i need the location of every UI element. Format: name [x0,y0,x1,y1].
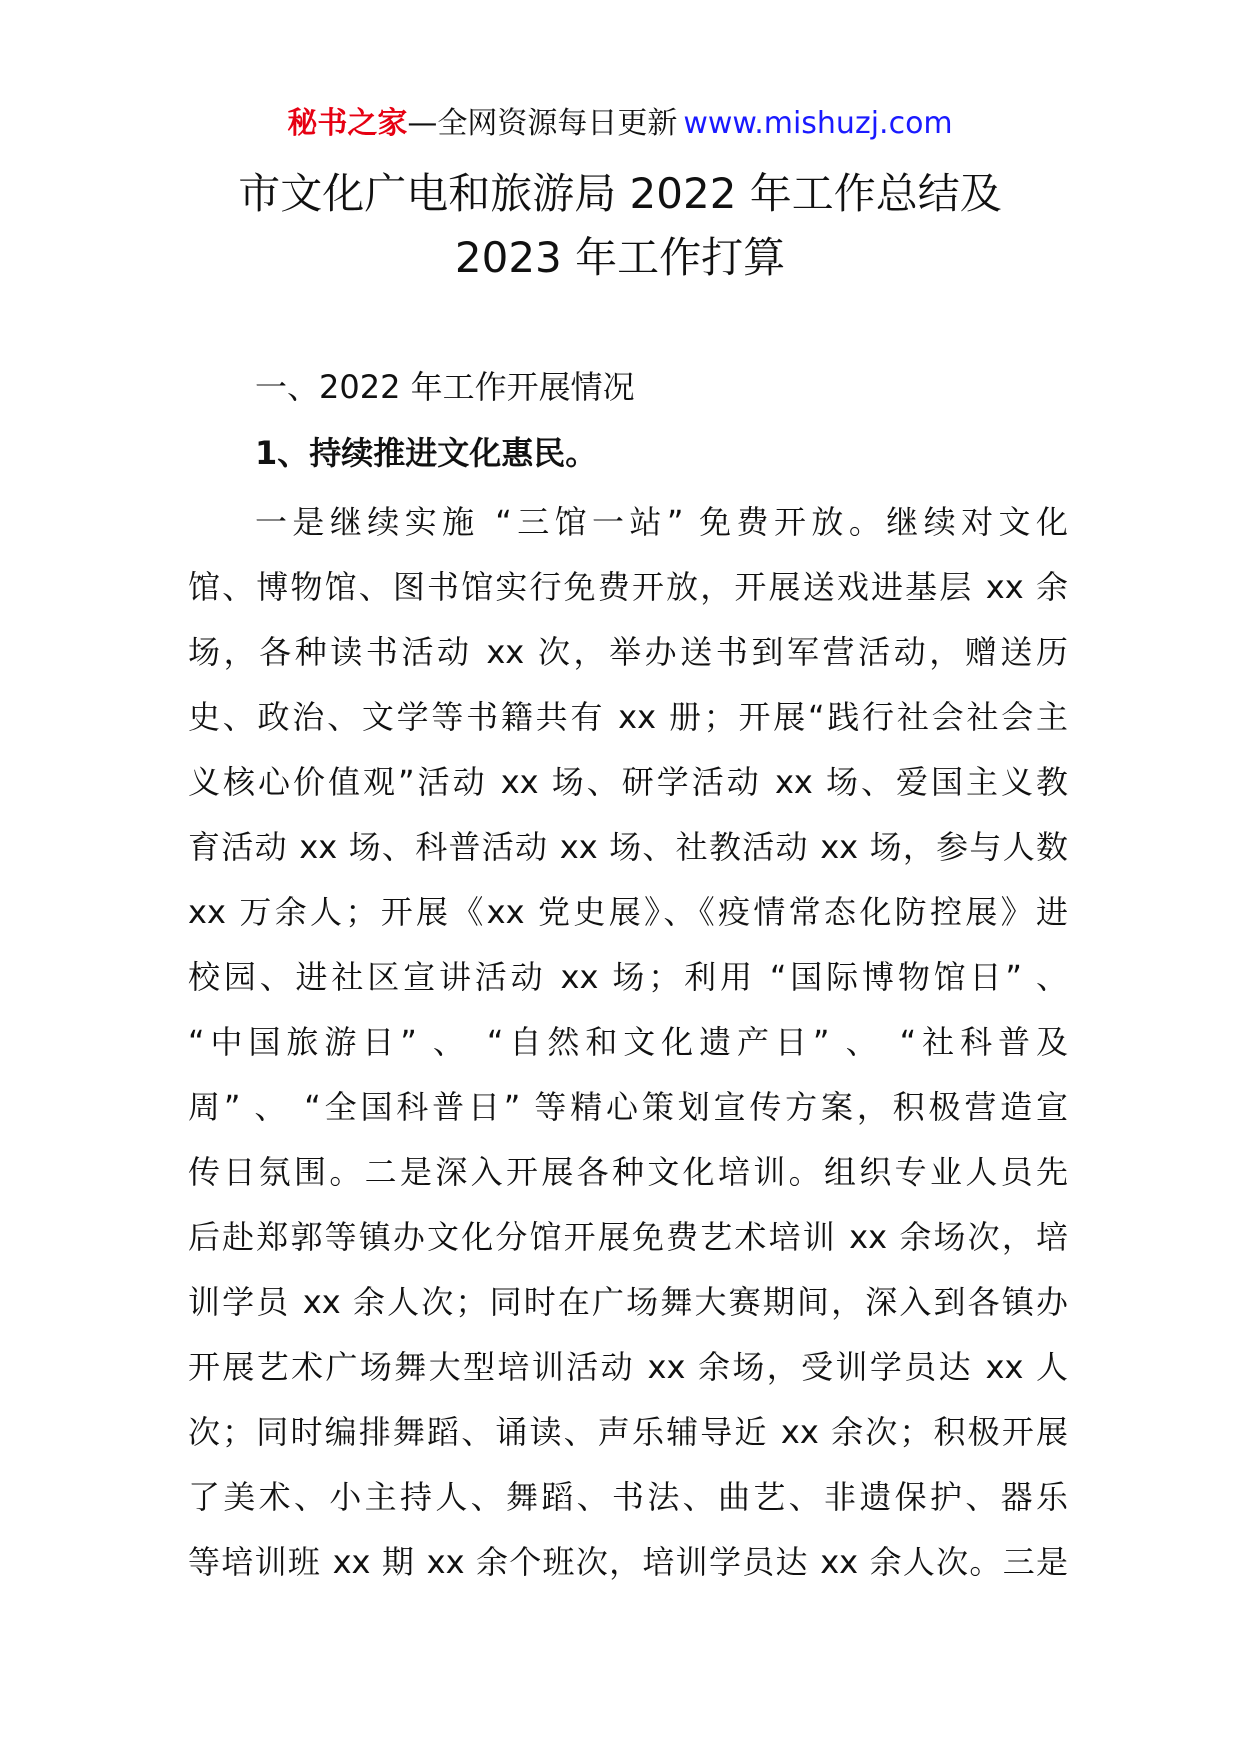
body-line: “中国旅游日” 、 “自然和文化遗产日” 、 “社科普及 [188,1023,1068,1061]
body-line: 义核心价值观”活动 xx 场、研学活动 xx 场、爱国主义教 [188,763,1068,801]
body-line: 开展艺术广场舞大型培训活动 xx 余场，受训学员达 xx 人 [188,1348,1068,1386]
body-line: 了美术、小主持人、舞蹈、书法、曲艺、非遗保护、器乐 [188,1478,1068,1516]
body-line: 一是继续实施 “三馆一站” 免费开放。继续对文化 [255,503,1068,541]
section-heading: 一、2022 年工作开展情况 [255,368,635,406]
body-line: 次；同时编排舞蹈、诵读、声乐辅导近 xx 余次；积极开展 [188,1413,1068,1451]
body-line: 馆、博物馆、图书馆实行免费开放，开展送戏进基层 xx 余 [188,568,1068,606]
body-line: 校园、进社区宣讲活动 xx 场；利用 “国际博物馆日” 、 [188,958,1068,996]
sub-heading: 1、持续推进文化惠民。 [255,434,598,472]
site-url-link[interactable]: www.mishuzj.com [683,106,953,141]
title-line-1: 市文化广电和旅游局 2022 年工作总结及 [238,169,1002,218]
brand-name: 秘书之家 [287,106,408,141]
title-line-2: 2023 年工作打算 [454,233,786,282]
body-line: 传日氛围。二是深入开展各种文化培训。组织专业人员先 [188,1153,1068,1191]
header-tagline: —全网资源每日更新 [407,106,678,141]
body-line: 周” 、 “全国科普日” 等精心策划宣传方案，积极营造宣 [188,1088,1068,1126]
body-line: 育活动 xx 场、科普活动 xx 场、社教活动 xx 场，参与人数 [188,828,1068,866]
body-line: xx 万余人；开展《xx 党史展》、《疫情常态化防控展》进 [188,893,1068,931]
site-header [0,104,1240,144]
body-line: 史、政治、文学等书籍共有 xx 册；开展“践行社会社会主 [188,698,1068,736]
document-title [0,162,1240,290]
body-line: 等培训班 xx 期 xx 余个班次，培训学员达 xx 余人次。三是 [188,1543,1068,1581]
body-paragraph [188,490,1068,1595]
body-line: 场，各种读书活动 xx 次，举办送书到军营活动，赠送历 [188,633,1068,671]
body-line: 后赴郑郭等镇办文化分馆开展免费艺术培训 xx 余场次，培 [188,1218,1068,1256]
body-line: 训学员 xx 余人次；同时在广场舞大赛期间，深入到各镇办 [188,1283,1068,1321]
